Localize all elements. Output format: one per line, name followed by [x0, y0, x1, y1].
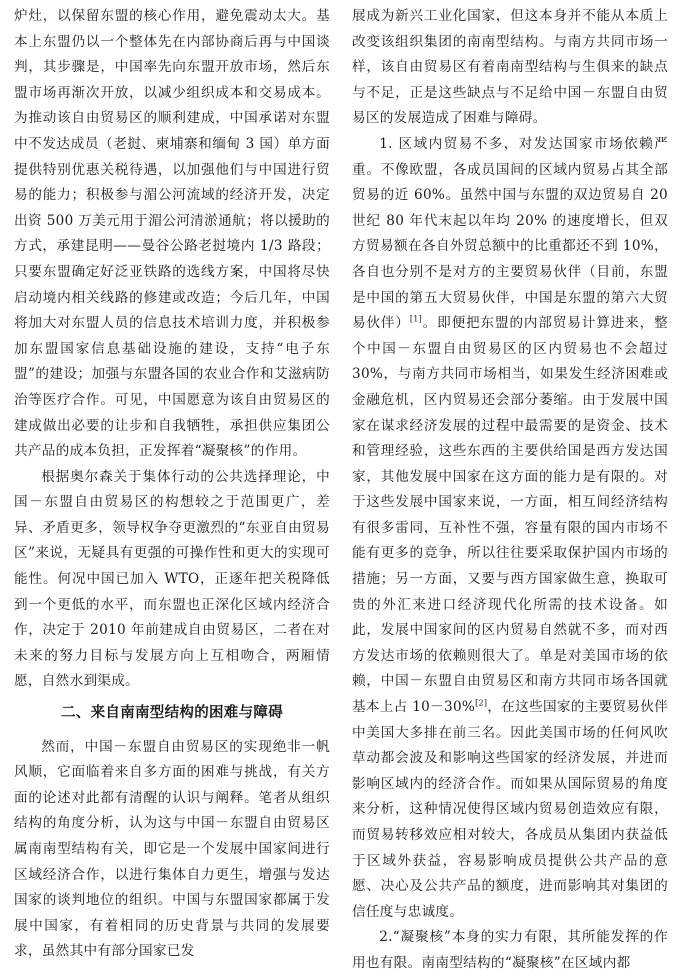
- point-1-text-c: ，在这些国家的主要贸易伙伴中美国大多排在前三名。因此美国市场的任何风吹草动都会波及和影响这些国家的经济发展，并进而影响区域内的经济合作。而如果从国际贸易的角度来分析，这种情况使得区域内贸易创造效应有限，而贸易转移效应相对较大，各成员从集团内获益低于区域外获益，容易影响成员提供公共产品的意愿、决心及公共产品的额度，进而影响其对集团的信任度与忠诚度。: [352, 699, 668, 920]
- paragraph-olson-theory: 根据奥尔森关于集体行动的公共选择理论，中国－东盟自由贸易区的构想较之于范围更广，差异、矛盾更多，领导权争夺更激烈的“东亚自由贸易区”来说，无疑具有更强的可操作性和更大的实现可能性。何况中国已加入 WTO，正逐年把关税降低到一个更低的水平，而东盟也正深化区域内经济合作，决定于 2010 年前建成自由贸易区，二者在对未来的努力目标与发展方向上互相吻合，两厢情愿，自然水到渠成。: [14, 468, 330, 690]
- paragraph-point-1: [352, 132, 668, 925]
- point-1-text-a: 1. 区域内贸易不多，对发达国家市场依赖严重。不像欧盟，各成员国间的区域内贸易占其全部贸易的近 60%。虽然中国与东盟的双边贸易自 20 世纪 80 年代末起以年均 20% 的速度增长，但双方贸易额在各自外贸总额中的比重都还不到 10%，各自也分别不是对方的主要贸易伙伴（目前，东盟是中国的第五大贸易伙伴，中国是东盟的第六大贸易伙伴）: [352, 135, 668, 332]
- paragraph-point-2: 2.“凝聚核”本身的实力有限，其所能发挥的作用也有限。南南型结构的“凝聚核”在区域内都: [352, 929, 668, 971]
- right-column: [352, 4, 668, 977]
- citation-2: [2]: [475, 698, 488, 708]
- paragraph-continuation-right: 展成为新兴工业化国家，但这本身并不能从本质上改变该组织集团的南南型结构。与南方共同市场一样，该自由贸易区有着南南型结构与生俱来的缺点与不足，正是这些缺点与不足给中国－东盟自由贸易区的发展造成了困难与障碍。: [352, 8, 668, 127]
- two-column-layout: [14, 4, 668, 977]
- citation-1: [1]: [409, 314, 423, 324]
- left-column: [14, 4, 330, 965]
- point-1-text-b: 。即便把东盟的内部贸易计算进来，整个中国－东盟自由贸易区的区内贸易也不会超过 30%，与南方共同市场相当，如果发生经济困难或金融危机，区内贸易还会部分萎缩。由于发展中国家在谋求经济发展的过程中最需要的是资金、技术和管理经验，这些东西的主要供给国是西方发达国家，其他发展中国家在这方面的能力是有限的。对于这些发展中国家来说，一方面，相互间经济结构有很多雷同，互补性不强，容量有限的国内市场不能有更多的竞争，所以往往要采取保护国内市场的措施；另一方面，又要与西方国家做生意，换取可贵的外汇来进口经济现代化所需的技术设备。如此，发展中国家间的区内贸易自然就不多，而对西方发达市场的依赖则很大了。单是对美国市场的依赖，中国－东盟自由贸易区和南方共同市场各国就基本上占 10－30%: [352, 315, 668, 716]
- paragraph-section-intro: 然而，中国－东盟自由贸易区的实现绝非一帆风顺，它面临着来自多方面的困难与挑战，有关方面的论述对此都有清醒的认识与阐释。笔者从组织结构的角度分析，认为这与中国－东盟自由贸易区属南南型结构有关，即它是一个发展中国家间进行区域经济合作，以进行集体自力更生，增强与发达国家的谈判地位的组织。中国与东盟国家都属于发展中国家，有着相同的历史背景与共同的发展要求，虽然其中有部分国家已发: [14, 738, 330, 960]
- section-heading: 二、来自南南型结构的困难与障碍: [61, 705, 283, 722]
- paragraph-continuation: 炉灶，以保留东盟的核心作用，避免震动太大。基本上东盟仍以一个整体先在内部协商后再与中国谈判，其步骤是，中国率先向东盟开放市场，然后东盟市场再渐次开放，以减少组织成本和交易成本。为推动该自由贸易区的顺利建成，中国承诺对东盟中不发达成员（老挝、柬埔寨和缅甸 3 国）单方面提供特别优惠关税待遇，以加强他们与中国进行贸易的能力；积极参与湄公河流域的经济开发，决定出资 500 万美元用于湄公河清淤通航；将以援助的方式，承建昆明——曼谷公路老挝境内 1/3 路段；只要东盟确定好泛亚铁路的选线方案，中国将尽快启动境内相关线路的修建或改造；今后几年，中国将加大对东盟人员的信息技术培训力度，并积极参加东盟国家信息基础设施的建设，支持“电子东盟”的建设；加强与东盟各国的农业合作和艾滋病防治等医疗合作。可见，中国愿意为该自由贸易区的建成做出必要的让步和自我牺牲，承担供应集团公共产品的成本负担，正发挥着“凝聚核”的作用。: [14, 8, 330, 460]
